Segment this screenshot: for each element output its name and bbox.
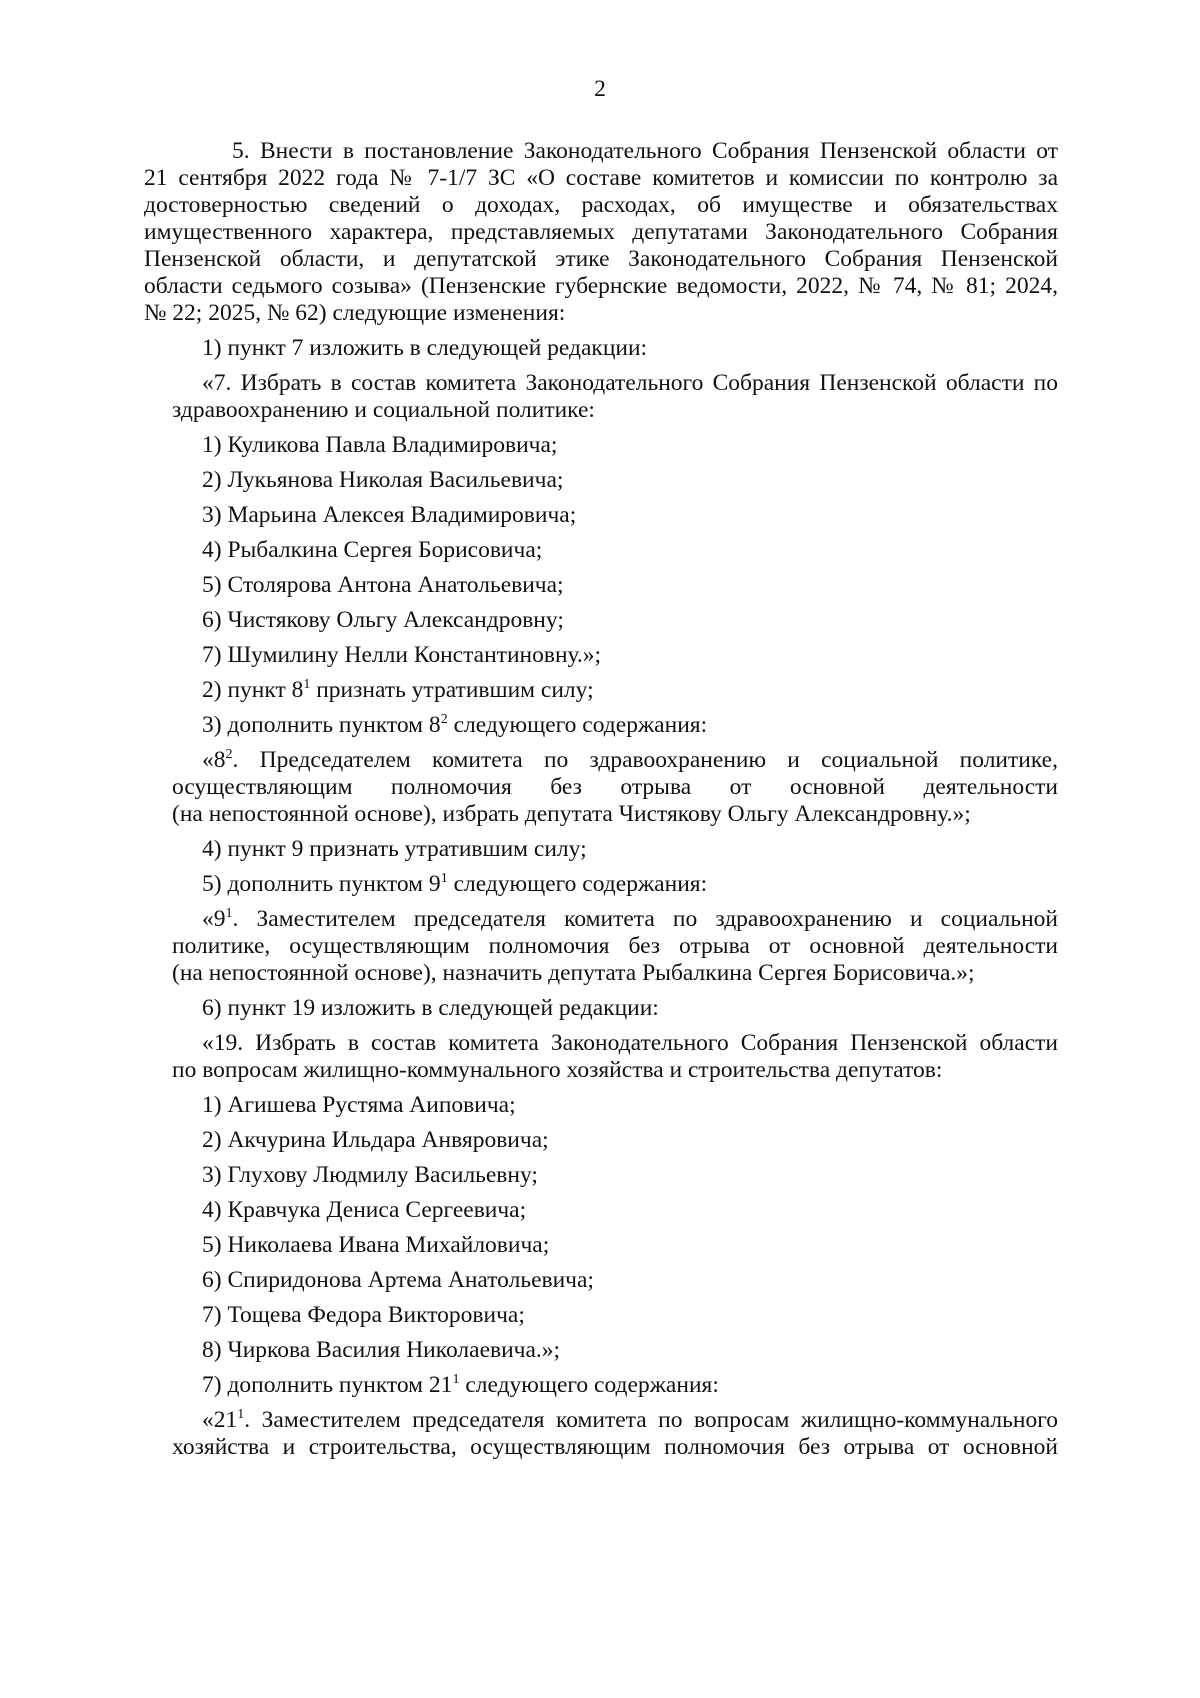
p7-line: «7. Избрать в состав комитета Законодательного Собрания Пензенской области по (202, 370, 1058, 396)
item-4: 4) пункт 9 признать утратившим силу; (202, 836, 587, 862)
list7-item: 7) Шумилину Нелли Константиновну.»; (202, 642, 602, 668)
para5-line: 21 сентября 2022 года № 7-1/7 ЗС «О составе комитетов и комиссии по контролю за (144, 165, 1058, 191)
p7-line: здравоохранению и социальной политике: (172, 397, 595, 423)
list7-item: 1) Куликова Павла Владимировича; (202, 432, 558, 458)
para5-line: № 22; 2025, № 62) следующие изменения: (144, 300, 566, 326)
para5-line: достоверностью сведений о доходах, расходах, об имуществе и обязательствах (144, 192, 1058, 218)
para5-line: области седьмого созыва» (Пензенские губернские ведомости, 2022, № 74, № 81; 2024, (144, 273, 1058, 299)
p19-line: по вопросам жилищно-коммунального хозяйства и строительства депутатов: (172, 1057, 943, 1083)
p211-line: «$21^1$. Заместителем председателя комитета по вопросам жилищно-коммунального (202, 1407, 1058, 1433)
list19-item: 4) Кравчука Дениса Сергеевича; (202, 1197, 527, 1223)
list7-item: 4) Рыбалкина Сергея Борисовича; (202, 537, 543, 563)
item-1: 1) пункт 7 изложить в следующей редакции: (202, 335, 648, 361)
list19-item: 2) Акчурина Ильдара Анвяровича; (202, 1127, 549, 1153)
p91-line: политике, осуществляющим полномочия без отрыва от основной деятельности (172, 933, 1058, 959)
list19-item: 5) Николаева Ивана Михайловича; (202, 1232, 550, 1258)
para5-line: 5. Внести в постановление Законодательного Собрания Пензенской области от (232, 138, 1058, 164)
item-7: 7) дополнить пунктом $21^1$ следующего содержания: (202, 1372, 719, 1398)
list7-item: 2) Лукьянова Николая Васильевича; (202, 467, 564, 493)
p211-line: хозяйства и строительства, осуществляющим полномочия без отрыва от основной (172, 1434, 1058, 1460)
list19-item: 7) Тощева Федора Викторовича; (202, 1302, 525, 1328)
p19-line: «19. Избрать в состав комитета Законодательного Собрания Пензенской области (202, 1030, 1058, 1056)
item-2: 2) пункт $8^1$ признать утратившим силу; (202, 677, 594, 703)
item-5: 5) дополнить пунктом $9^1$ следующего содержания: (202, 871, 708, 897)
para5-line: Пензенской области, и депутатской этике Законодательного Собрания Пензенской (144, 246, 1058, 272)
item-6: 6) пункт 19 изложить в следующей редакции: (202, 995, 659, 1021)
item-3: 3) дополнить пунктом $8^2$ следующего содержания: (202, 712, 708, 738)
list7-item: 5) Столярова Антона Анатольевича; (202, 572, 564, 598)
list19-item: 6) Спиридонова Артема Анатольевича; (202, 1267, 594, 1293)
page-number: 2 (594, 76, 606, 102)
p82-line: (на непостоянной основе), избрать депутата Чистякову Ольгу Александровну.»; (172, 801, 971, 827)
list19-item: 3) Глухову Людмилу Васильевну; (202, 1162, 538, 1188)
p82-line: осуществляющим полномочия без отрыва от основной деятельности (172, 774, 1058, 800)
p82-line: «$8^2$. Председателем комитета по здравоохранению и социальной политике, (202, 747, 1058, 773)
para5-line: имущественного характера, представляемых депутатами Законодательного Собрания (144, 219, 1058, 245)
list7-item: 6) Чистякову Ольгу Александровну; (202, 607, 564, 633)
p91-line: «$9^1$. Заместителем председателя комитета по здравоохранению и социальной (202, 906, 1058, 932)
list7-item: 3) Марьина Алексея Владимировича; (202, 502, 577, 528)
p91-line: (на непостоянной основе), назначить депутата Рыбалкина Сергея Борисовича.»; (172, 960, 975, 986)
list19-item: 1) Агишева Рустяма Аиповича; (202, 1092, 516, 1118)
list19-item: 8) Чиркова Василия Николаевича.»; (202, 1337, 561, 1363)
